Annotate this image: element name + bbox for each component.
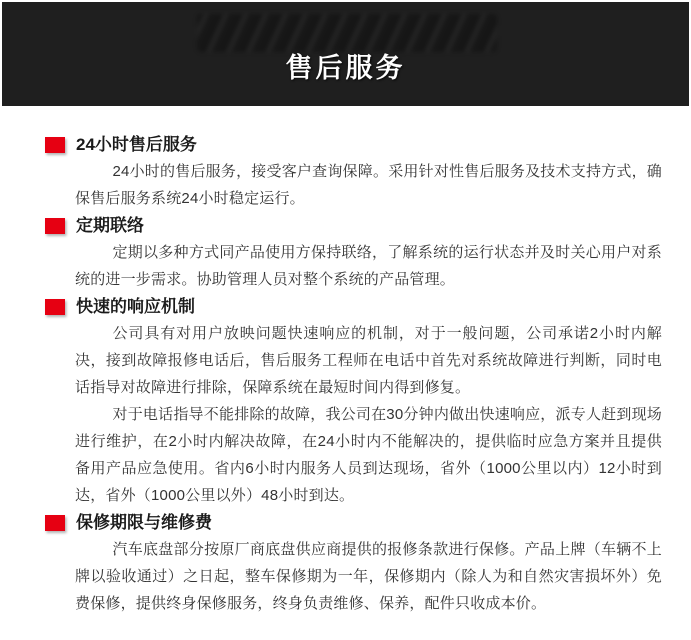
red-square-bullet-icon	[45, 299, 65, 315]
section-paragraph: 定期以多种方式同产品使用方保持联络，了解系统的运行状态并及时关心用户对系统的进一步需求。协助管理人员对整个系统的产品管理。	[75, 244, 662, 288]
content-area	[0, 106, 691, 617]
section-heading-text: 定期联络	[76, 216, 144, 235]
section-paragraph: 公司具有对用户放映问题快速响应的机制，对于一般问题，公司承诺2小时内解决，接到故障报修电话后，售后服务工程师在电话中首先对系统故障进行判断，同时电话指导对故障进行排除，保障系统在最短时间内得到修复。	[75, 325, 662, 396]
section-paragraph: 对于电话指导不能排除的故障，我公司在30分钟内做出快速响应，派专人赶到现场进行维护，在2小时内解决故障，在24小时内不能解决的，提供临时应急方案并且提供备用产品应急使用。省内6小时内服务人员到达现场，省外（1000公里以内）12小时到达，省外（1000公里以外）48小时到达。	[75, 406, 662, 504]
section-heading	[45, 212, 662, 239]
section-regular-contact	[45, 212, 662, 293]
section-heading	[45, 509, 662, 536]
section-heading	[45, 293, 662, 320]
section-paragraph: 汽车底盘部分按原厂商底盘供应商提供的报修条款进行保修。产品上牌（车辆不上牌以验收通过）之日起，整车保修期为一年，保修期内（除人为和自然灾害损坏外）免费保修，提供终身保修服务，终身负责维修、保养，配件只收成本价。	[75, 541, 662, 612]
red-square-bullet-icon	[45, 515, 65, 531]
page-title: 售后服务	[285, 52, 406, 83]
section-heading	[45, 131, 662, 158]
section-heading-text: 快速的响应机制	[76, 297, 195, 316]
section-heading-text: 保修期限与维修费	[76, 513, 212, 532]
section-rapid-response	[45, 293, 662, 509]
header-banner	[2, 2, 689, 106]
red-square-bullet-icon	[45, 218, 65, 234]
red-square-bullet-icon	[45, 137, 65, 153]
section-24h-service	[45, 131, 662, 212]
section-warranty-fees	[45, 509, 662, 617]
section-paragraph: 24小时的售后服务，接受客户查询保障。采用针对性售后服务及技术支持方式，确保售后服务系统24小时稳定运行。	[75, 163, 662, 207]
section-heading-text: 24小时售后服务	[76, 135, 197, 154]
